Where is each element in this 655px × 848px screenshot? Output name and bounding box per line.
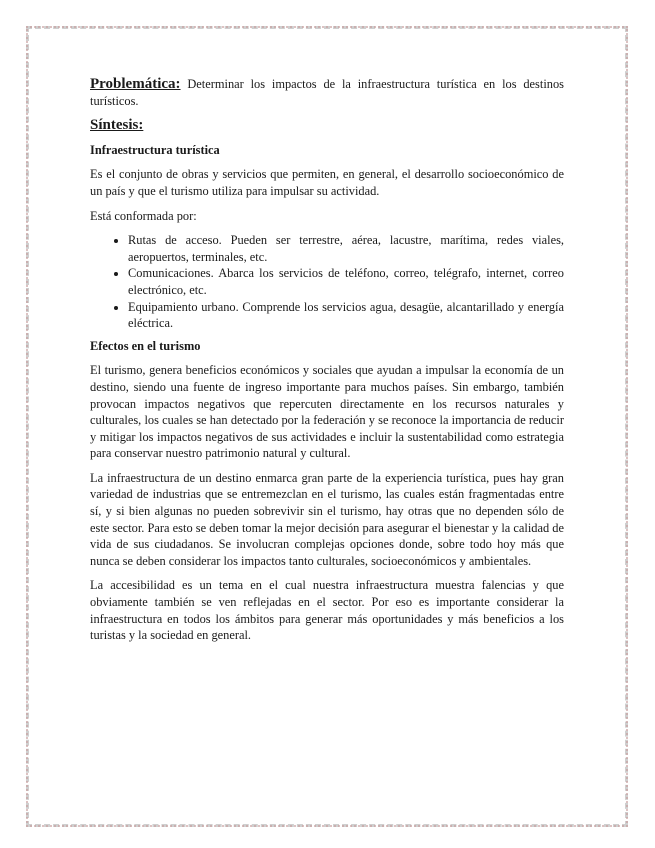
paragraph: La infraestructura de un destino enmarca gran parte de la experiencia turística, pues hay gran variedad de industrias que se entremezclan en el turismo, las cuales están fragmentadas entre sí, y si bien algunas no pueden sobrevivir sin el turismo, hay otras que no dependen sólo de este sector. Para esto se deben tomar la mejor decisión para asegurar el bienestar y la calidad de vida de sus ciudadanos. Se involucran complejas opciones donde, sobre todo hoy más que nunca se deben considerar los impactos tanto culturales, socioeconómicos y ambientales. [90,470,564,568]
paragraph: Está conformada por: [90,208,197,223]
section-heading-efectos: Efectos en el turismo [90,338,201,353]
problematica-paragraph [90,76,564,109]
list-item: • Equipamiento urbano. Comprende los servicios agua, desagüe, alcantarillado y energía eléctrica. [128,299,564,332]
sintesis-label: Síntesis: [90,117,144,134]
document-body [90,76,564,652]
section-heading-infraestructura: Infraestructura turística [90,142,220,157]
problematica-heading: Problemática: [90,76,181,92]
list-item: • Comunicaciones. Abarca los servicios de teléfono, correo, telégrafo, internet, correo electrónico, etc. [128,265,564,298]
sintesis-heading [90,117,564,134]
paragraph: La accesibilidad es un tema en el cual nuestra infraestructura muestra falencias y que obviamente también se ven reflejadas en el sector. Por eso es importante considerar la infraestructura en todos los ámbitos para generar más oportunidades y más beneficios a los turistas y la sociedad en general. [90,578,564,643]
paragraph: Es el conjunto de obras y servicios que permiten, en general, el desarrollo socioeconómico de un país y que el turismo utiliza para impulsar su actividad. [90,167,564,198]
list-item: • Rutas de acceso. Pueden ser terrestre, aérea, lacustre, marítima, redes viales, aeropuertos, terminales, etc. [128,232,564,265]
bullet-list [90,232,564,332]
problematica-text: Determinar los impactos de la infraestructura turística en los destinos turísticos. [90,77,564,108]
paragraph: El turismo, genera beneficios económicos y sociales que ayudan a impulsar la economía de un destino, siendo una fuente de ingreso importante para muchos países. Sin embargo, también provocan impactos negativos que repercuten directamente en los recursos naturales y culturales, los cuales se han detectado por la federación y se reconoce la importancia de reducir y mitigar los impactos negativos de sus actividades e incluir la sustentabilidad como estrategia para conservar nuestro patrimonio natural y cultural. [90,363,564,461]
